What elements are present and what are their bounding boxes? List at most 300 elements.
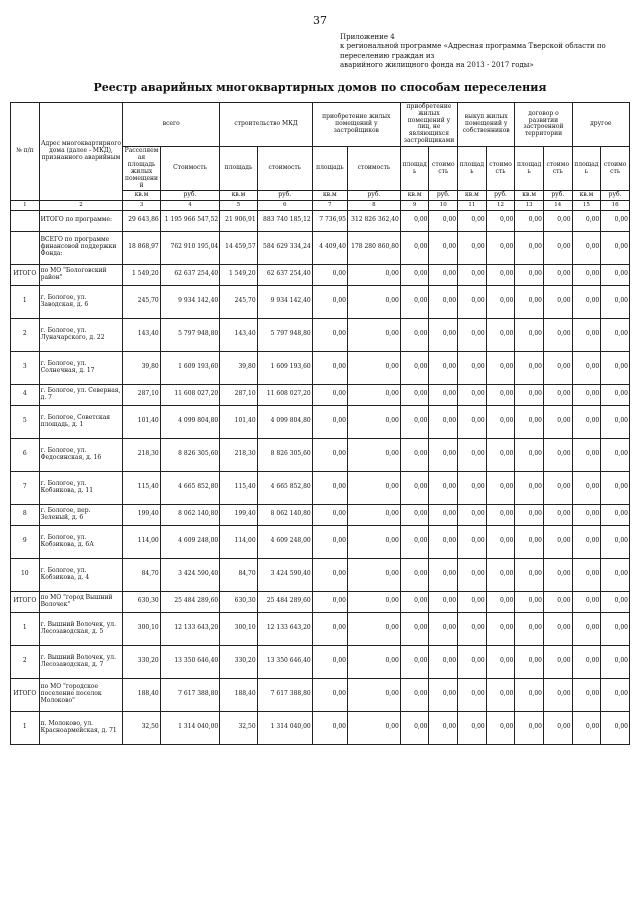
- purchase-other-area: 0,00: [400, 645, 429, 678]
- header-cost: стоимость: [601, 147, 630, 191]
- other-cost: 0,00: [601, 591, 630, 612]
- dev-contract-area: 0,00: [515, 264, 544, 285]
- purchase-dev-cost: 0,00: [347, 351, 400, 384]
- mkd-area: 287,10: [220, 384, 257, 405]
- total-cost: 25 484 289,60: [160, 591, 219, 612]
- header-area: площадь: [515, 147, 544, 191]
- mkd-cost: 4 665 852,80: [257, 471, 312, 504]
- total-area: 84,70: [123, 558, 160, 591]
- mkd-cost: 4 609 248,00: [257, 525, 312, 558]
- other-cost: 0,00: [601, 612, 630, 645]
- total-cost: 12 133 643,20: [160, 612, 219, 645]
- purchase-other-cost: 0,00: [429, 405, 458, 438]
- dev-contract-cost: 0,00: [543, 591, 572, 612]
- buyout-area: 0,00: [458, 471, 487, 504]
- mkd-cost: 4 099 804,80: [257, 405, 312, 438]
- column-number: 5: [220, 201, 257, 210]
- table-row: [11, 210, 630, 231]
- header-cost: стоимость: [347, 147, 400, 191]
- header-group-buyout: выкуп жилых помещений у собственников: [458, 102, 515, 146]
- purchase-dev-cost: 312 826 362,40: [347, 210, 400, 231]
- dev-contract-area: 0,00: [515, 504, 544, 525]
- header-unit: кв.м: [400, 191, 429, 201]
- table-row: [11, 285, 630, 318]
- buyout-cost: 0,00: [486, 591, 515, 612]
- purchase-dev-area: 0,00: [312, 645, 347, 678]
- purchase-dev-cost: 0,00: [347, 285, 400, 318]
- other-cost: 0,00: [601, 285, 630, 318]
- purchase-dev-cost: 0,00: [347, 405, 400, 438]
- row-address: ИТОГО по программе:: [39, 210, 123, 231]
- purchase-other-area: 0,00: [400, 525, 429, 558]
- purchase-dev-area: 0,00: [312, 711, 347, 744]
- purchase-other-cost: 0,00: [429, 612, 458, 645]
- row-address: г. Бологое, ул. Заводская, д. 6: [39, 285, 123, 318]
- purchase-dev-area: 0,00: [312, 264, 347, 285]
- row-address: г. Бологое, ул. Федосинская, д. 16: [39, 438, 123, 471]
- row-address: п. Молоково, ул. Красноармейская, д. 71: [39, 711, 123, 744]
- total-cost: 4 609 248,00: [160, 525, 219, 558]
- dev-contract-area: 0,00: [515, 285, 544, 318]
- total-area: 630,30: [123, 591, 160, 612]
- other-area: 0,00: [572, 264, 601, 285]
- purchase-other-area: 0,00: [400, 264, 429, 285]
- row-num: [11, 210, 40, 231]
- table-header: [11, 102, 630, 210]
- dev-contract-cost: 0,00: [543, 405, 572, 438]
- buyout-area: 0,00: [458, 264, 487, 285]
- total-area: 287,10: [123, 384, 160, 405]
- total-area: 188,40: [123, 678, 160, 711]
- total-cost: 1 609 193,60: [160, 351, 219, 384]
- buyout-cost: 0,00: [486, 645, 515, 678]
- column-number: 7: [312, 201, 347, 210]
- dev-contract-cost: 0,00: [543, 471, 572, 504]
- buyout-cost: 0,00: [486, 711, 515, 744]
- header-group-total: всего: [123, 102, 220, 146]
- buyout-cost: 0,00: [486, 210, 515, 231]
- header-unit: кв.м: [572, 191, 601, 201]
- purchase-other-cost: 0,00: [429, 231, 458, 264]
- table-row: [11, 678, 630, 711]
- row-num: 8: [11, 504, 40, 525]
- purchase-other-area: 0,00: [400, 405, 429, 438]
- header-group-mkd: строительство МКД: [220, 102, 313, 146]
- row-num: 5: [11, 405, 40, 438]
- row-address: г. Бологое, ул. Солнечная, д. 17: [39, 351, 123, 384]
- purchase-dev-area: 0,00: [312, 285, 347, 318]
- purchase-other-area: 0,00: [400, 612, 429, 645]
- purchase-dev-cost: 0,00: [347, 438, 400, 471]
- header-cost: стоимость: [486, 147, 515, 191]
- purchase-other-area: 0,00: [400, 678, 429, 711]
- row-address: г. Бологое, Советская площадь, д. 1: [39, 405, 123, 438]
- header-group-purchase-other: приобретение жилых помещений у лиц, не являющихся застройщиками: [400, 102, 457, 146]
- column-number: 8: [347, 201, 400, 210]
- purchase-other-cost: 0,00: [429, 711, 458, 744]
- dev-contract-cost: 0,00: [543, 558, 572, 591]
- row-num: 9: [11, 525, 40, 558]
- other-area: 0,00: [572, 504, 601, 525]
- purchase-other-cost: 0,00: [429, 264, 458, 285]
- mkd-area: 21 906,91: [220, 210, 257, 231]
- mkd-cost: 1 314 040,00: [257, 711, 312, 744]
- table-row: [11, 384, 630, 405]
- purchase-other-cost: 0,00: [429, 591, 458, 612]
- purchase-dev-cost: 0,00: [347, 645, 400, 678]
- buyout-area: 0,00: [458, 210, 487, 231]
- header-cost-total: Стоимость: [160, 147, 219, 191]
- total-area: 39,80: [123, 351, 160, 384]
- total-area: 18 868,97: [123, 231, 160, 264]
- table-row: [11, 264, 630, 285]
- other-area: 0,00: [572, 384, 601, 405]
- buyout-cost: 0,00: [486, 525, 515, 558]
- buyout-cost: 0,00: [486, 351, 515, 384]
- dev-contract-cost: 0,00: [543, 504, 572, 525]
- row-num: 6: [11, 438, 40, 471]
- purchase-dev-area: 0,00: [312, 558, 347, 591]
- purchase-other-cost: 0,00: [429, 558, 458, 591]
- buyout-area: 0,00: [458, 558, 487, 591]
- buyout-cost: 0,00: [486, 678, 515, 711]
- other-area: 0,00: [572, 471, 601, 504]
- row-address: ВСЕГО по программе финансовой поддержки Фонда:: [39, 231, 123, 264]
- mkd-area: 143,40: [220, 318, 257, 351]
- table-row: [11, 591, 630, 612]
- row-num: ИТОГО: [11, 591, 40, 612]
- dev-contract-cost: 0,00: [543, 285, 572, 318]
- mkd-area: 32,50: [220, 711, 257, 744]
- row-address: г. Бологое, ул. Луначарского, д. 22: [39, 318, 123, 351]
- table-row: [11, 525, 630, 558]
- buyout-cost: 0,00: [486, 318, 515, 351]
- purchase-dev-area: 0,00: [312, 471, 347, 504]
- total-area: 1 549,20: [123, 264, 160, 285]
- header-unit: кв.м: [458, 191, 487, 201]
- dev-contract-area: 0,00: [515, 351, 544, 384]
- row-address: г. Бологое, ул. Кобзикова, д. 4: [39, 558, 123, 591]
- other-cost: 0,00: [601, 351, 630, 384]
- header-area-resettled: Расселяемая площадь жилых помещений: [123, 147, 160, 191]
- header-group-other: другое: [572, 102, 629, 146]
- other-area: 0,00: [572, 612, 601, 645]
- total-area: 218,30: [123, 438, 160, 471]
- appendix-line: Приложение 4: [340, 33, 395, 41]
- row-address: по МО "город Вышний Волочек": [39, 591, 123, 612]
- purchase-dev-cost: 0,00: [347, 612, 400, 645]
- purchase-dev-area: 0,00: [312, 438, 347, 471]
- buyout-cost: 0,00: [486, 558, 515, 591]
- header-area: площадь: [572, 147, 601, 191]
- header-area: площадь: [220, 147, 257, 191]
- purchase-dev-area: 0,00: [312, 504, 347, 525]
- total-cost: 8 826 305,60: [160, 438, 219, 471]
- header-unit: руб.: [543, 191, 572, 201]
- header-unit: кв.м: [515, 191, 544, 201]
- buyout-area: 0,00: [458, 318, 487, 351]
- dev-contract-area: 0,00: [515, 318, 544, 351]
- header-group-dev-contract: договор о развитии застроенной территории: [515, 102, 572, 146]
- total-cost: 4 099 804,80: [160, 405, 219, 438]
- row-address: г. Бологое, ул. Северная, д. 7: [39, 384, 123, 405]
- other-cost: 0,00: [601, 558, 630, 591]
- mkd-cost: 11 608 027,20: [257, 384, 312, 405]
- buyout-cost: 0,00: [486, 405, 515, 438]
- purchase-dev-cost: 0,00: [347, 504, 400, 525]
- appendix-note: [340, 33, 630, 71]
- total-cost: 11 608 027,20: [160, 384, 219, 405]
- total-cost: 1 195 966 547,52: [160, 210, 219, 231]
- row-address: г. Бологое, ул. Кобзикова, д. 11: [39, 471, 123, 504]
- purchase-dev-cost: 178 280 860,80: [347, 231, 400, 264]
- table-row: [11, 711, 630, 744]
- column-number: 3: [123, 201, 160, 210]
- table-row: [11, 405, 630, 438]
- other-cost: 0,00: [601, 471, 630, 504]
- mkd-cost: 9 934 142,40: [257, 285, 312, 318]
- buyout-cost: 0,00: [486, 438, 515, 471]
- table-row: [11, 438, 630, 471]
- dev-contract-area: 0,00: [515, 471, 544, 504]
- other-cost: 0,00: [601, 405, 630, 438]
- purchase-other-area: 0,00: [400, 210, 429, 231]
- header-unit: руб.: [160, 191, 219, 201]
- column-number: 13: [515, 201, 544, 210]
- purchase-dev-cost: 0,00: [347, 384, 400, 405]
- total-area: 101,40: [123, 405, 160, 438]
- header-unit: руб.: [429, 191, 458, 201]
- mkd-cost: 584 629 334,24: [257, 231, 312, 264]
- other-area: 0,00: [572, 645, 601, 678]
- mkd-cost: 62 637 254,40: [257, 264, 312, 285]
- row-address: по МО "Бологовский район": [39, 264, 123, 285]
- column-number: 1: [11, 201, 40, 210]
- dev-contract-area: 0,00: [515, 438, 544, 471]
- dev-contract-area: 0,00: [515, 711, 544, 744]
- total-cost: 5 797 948,80: [160, 318, 219, 351]
- header-area: площадь: [400, 147, 429, 191]
- table-row: [11, 351, 630, 384]
- header-unit: кв.м: [123, 191, 160, 201]
- row-address: г. Вышний Волочек, ул. Лесозаводская, д. 7: [39, 645, 123, 678]
- mkd-cost: 8 062 140,80: [257, 504, 312, 525]
- other-cost: 0,00: [601, 318, 630, 351]
- purchase-other-cost: 0,00: [429, 678, 458, 711]
- table-body: [11, 210, 630, 744]
- mkd-cost: 12 133 643,20: [257, 612, 312, 645]
- purchase-other-area: 0,00: [400, 438, 429, 471]
- other-area: 0,00: [572, 351, 601, 384]
- purchase-dev-cost: 0,00: [347, 711, 400, 744]
- purchase-other-cost: 0,00: [429, 438, 458, 471]
- row-num: 7: [11, 471, 40, 504]
- other-area: 0,00: [572, 525, 601, 558]
- purchase-dev-area: 0,00: [312, 678, 347, 711]
- dev-contract-area: 0,00: [515, 612, 544, 645]
- buyout-area: 0,00: [458, 438, 487, 471]
- mkd-area: 630,30: [220, 591, 257, 612]
- purchase-dev-area: 0,00: [312, 591, 347, 612]
- mkd-area: 101,40: [220, 405, 257, 438]
- purchase-other-cost: 0,00: [429, 285, 458, 318]
- total-cost: 7 617 388,80: [160, 678, 219, 711]
- total-area: 114,00: [123, 525, 160, 558]
- table-row: [11, 318, 630, 351]
- row-num: 2: [11, 645, 40, 678]
- column-number: 15: [572, 201, 601, 210]
- total-cost: 13 350 646,40: [160, 645, 219, 678]
- dev-contract-cost: 0,00: [543, 438, 572, 471]
- buyout-cost: 0,00: [486, 285, 515, 318]
- buyout-area: 0,00: [458, 678, 487, 711]
- purchase-dev-cost: 0,00: [347, 318, 400, 351]
- total-cost: 1 314 040,00: [160, 711, 219, 744]
- dev-contract-area: 0,00: [515, 210, 544, 231]
- purchase-other-cost: 0,00: [429, 351, 458, 384]
- appendix-line: аварийного жилищного фонда на 2013 - 2017 годы»: [340, 61, 534, 70]
- total-cost: 62 637 254,40: [160, 264, 219, 285]
- column-number: 4: [160, 201, 219, 210]
- purchase-dev-cost: 0,00: [347, 678, 400, 711]
- purchase-other-area: 0,00: [400, 471, 429, 504]
- buyout-area: 0,00: [458, 612, 487, 645]
- other-cost: 0,00: [601, 384, 630, 405]
- row-num: 3: [11, 351, 40, 384]
- purchase-dev-area: 7 736,95: [312, 210, 347, 231]
- column-number: 11: [458, 201, 487, 210]
- dev-contract-cost: 0,00: [543, 711, 572, 744]
- purchase-dev-cost: 0,00: [347, 264, 400, 285]
- other-area: 0,00: [572, 210, 601, 231]
- purchase-dev-cost: 0,00: [347, 591, 400, 612]
- purchase-other-area: 0,00: [400, 318, 429, 351]
- purchase-other-area: 0,00: [400, 591, 429, 612]
- purchase-other-area: 0,00: [400, 558, 429, 591]
- buyout-area: 0,00: [458, 645, 487, 678]
- header-address: Адрес многоквартирного дома (далее - МКД), признанного аварийным: [39, 102, 123, 201]
- header-unit: кв.м: [312, 191, 347, 201]
- mkd-area: 188,40: [220, 678, 257, 711]
- total-cost: 8 062 140,80: [160, 504, 219, 525]
- other-area: 0,00: [572, 591, 601, 612]
- purchase-dev-cost: 0,00: [347, 471, 400, 504]
- purchase-dev-area: 0,00: [312, 612, 347, 645]
- buyout-cost: 0,00: [486, 264, 515, 285]
- total-area: 143,40: [123, 318, 160, 351]
- buyout-area: 0,00: [458, 405, 487, 438]
- dev-contract-cost: 0,00: [543, 351, 572, 384]
- row-num: 1: [11, 612, 40, 645]
- mkd-cost: 8 826 305,60: [257, 438, 312, 471]
- mkd-cost: 883 740 185,12: [257, 210, 312, 231]
- column-number: 10: [429, 201, 458, 210]
- purchase-dev-area: 0,00: [312, 351, 347, 384]
- dev-contract-area: 0,00: [515, 525, 544, 558]
- other-area: 0,00: [572, 318, 601, 351]
- purchase-other-area: 0,00: [400, 285, 429, 318]
- header-cost: стоимость: [543, 147, 572, 191]
- page-number: 37: [313, 14, 327, 27]
- header-unit: кв.м: [220, 191, 257, 201]
- row-num: 2: [11, 318, 40, 351]
- purchase-other-cost: 0,00: [429, 210, 458, 231]
- column-number: 16: [601, 201, 630, 210]
- buyout-cost: 0,00: [486, 231, 515, 264]
- row-address: г. Вышний Волочек, ул. Лесозаводская, д. 5: [39, 612, 123, 645]
- buyout-area: 0,00: [458, 384, 487, 405]
- table-row: [11, 231, 630, 264]
- other-cost: 0,00: [601, 645, 630, 678]
- dev-contract-cost: 0,00: [543, 231, 572, 264]
- mkd-area: 300,10: [220, 612, 257, 645]
- column-number: 6: [257, 201, 312, 210]
- header-unit: руб.: [347, 191, 400, 201]
- row-num: ИТОГО: [11, 678, 40, 711]
- mkd-area: 14 459,57: [220, 231, 257, 264]
- purchase-dev-area: 0,00: [312, 318, 347, 351]
- purchase-dev-area: 0,00: [312, 405, 347, 438]
- header-num: № п/п: [11, 102, 40, 201]
- other-area: 0,00: [572, 285, 601, 318]
- row-num: 10: [11, 558, 40, 591]
- total-cost: 762 910 195,04: [160, 231, 219, 264]
- document-title: Реестр аварийных многоквартирных домов по способам переселения: [93, 80, 547, 94]
- row-num: [11, 231, 40, 264]
- dev-contract-area: 0,00: [515, 384, 544, 405]
- other-area: 0,00: [572, 678, 601, 711]
- other-area: 0,00: [572, 405, 601, 438]
- dev-contract-area: 0,00: [515, 231, 544, 264]
- buyout-cost: 0,00: [486, 504, 515, 525]
- total-cost: 4 665 852,80: [160, 471, 219, 504]
- table-row: [11, 612, 630, 645]
- mkd-cost: 13 350 646,40: [257, 645, 312, 678]
- other-cost: 0,00: [601, 678, 630, 711]
- dev-contract-cost: 0,00: [543, 678, 572, 711]
- buyout-area: 0,00: [458, 231, 487, 264]
- other-area: 0,00: [572, 711, 601, 744]
- other-cost: 0,00: [601, 264, 630, 285]
- header-unit: руб.: [486, 191, 515, 201]
- purchase-other-area: 0,00: [400, 711, 429, 744]
- column-number: 12: [486, 201, 515, 210]
- purchase-other-cost: 0,00: [429, 645, 458, 678]
- buyout-area: 0,00: [458, 504, 487, 525]
- purchase-other-cost: 0,00: [429, 525, 458, 558]
- purchase-other-area: 0,00: [400, 384, 429, 405]
- buyout-area: 0,00: [458, 711, 487, 744]
- total-area: 29 643,86: [123, 210, 160, 231]
- mkd-area: 330,20: [220, 645, 257, 678]
- header-cost: стоимость: [429, 147, 458, 191]
- buyout-cost: 0,00: [486, 612, 515, 645]
- buyout-area: 0,00: [458, 591, 487, 612]
- other-area: 0,00: [572, 231, 601, 264]
- mkd-cost: 7 617 388,80: [257, 678, 312, 711]
- row-num: ИТОГО: [11, 264, 40, 285]
- total-cost: 3 424 590,40: [160, 558, 219, 591]
- buyout-cost: 0,00: [486, 471, 515, 504]
- row-num: 4: [11, 384, 40, 405]
- other-cost: 0,00: [601, 438, 630, 471]
- purchase-other-cost: 0,00: [429, 504, 458, 525]
- table-row: [11, 471, 630, 504]
- table-row: [11, 558, 630, 591]
- dev-contract-area: 0,00: [515, 645, 544, 678]
- row-address: по МО "городское поселение поселок Молоково": [39, 678, 123, 711]
- header-cost: стоимость: [257, 147, 312, 191]
